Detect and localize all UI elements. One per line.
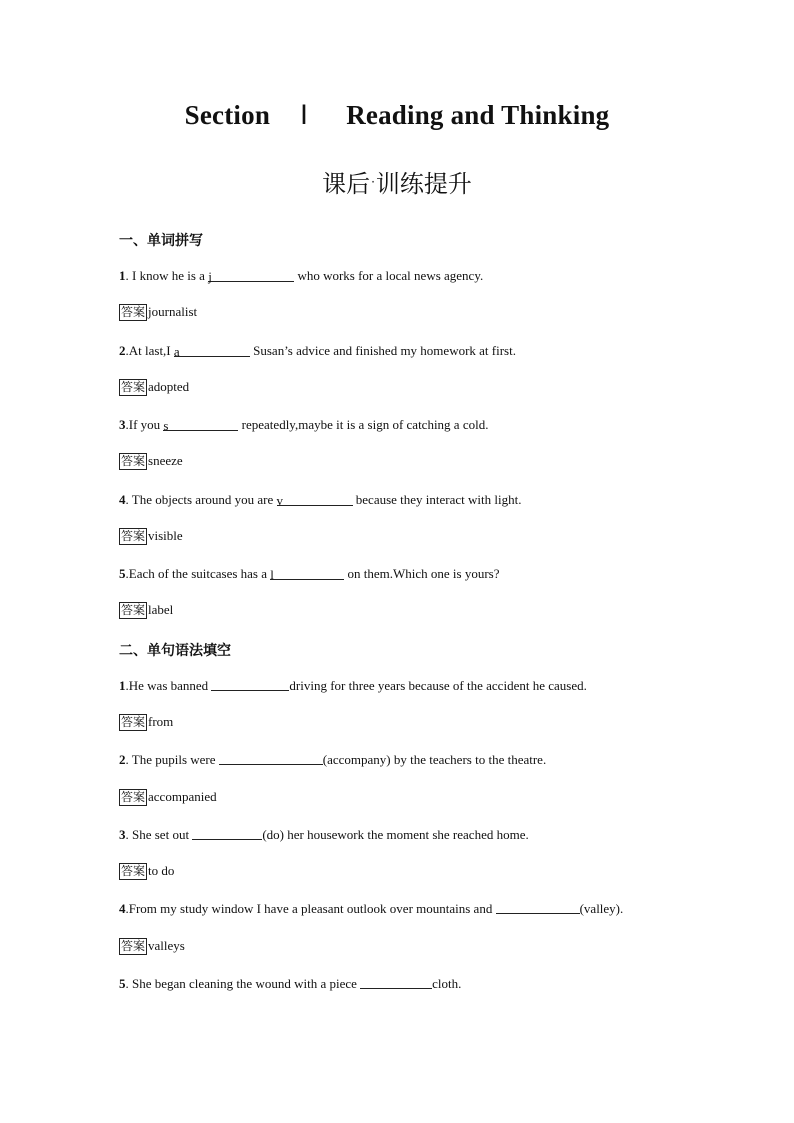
section-label: Section bbox=[184, 100, 271, 130]
question-text-post: (accompany) by the teachers to the theatre. bbox=[322, 752, 547, 767]
answer-text: valleys bbox=[148, 938, 185, 953]
question-text-pre: . The objects around you are bbox=[125, 492, 277, 507]
question-text-pre: .At last,I bbox=[125, 343, 174, 358]
answer-tag: 答案 bbox=[121, 790, 146, 804]
answer-blank bbox=[163, 418, 238, 431]
part1-answer-1 bbox=[119, 304, 197, 321]
part2-question-2 bbox=[119, 752, 546, 768]
question-text-pre: . I know he is a bbox=[125, 268, 209, 283]
question-number: 4 bbox=[119, 901, 126, 916]
answer-tag: 答案 bbox=[121, 939, 146, 953]
answer-blank bbox=[174, 344, 250, 357]
part1-answer-4 bbox=[119, 528, 183, 545]
answer-blank bbox=[496, 901, 580, 914]
first-letter: j bbox=[208, 269, 212, 284]
part2-answer-1 bbox=[119, 714, 173, 731]
question-text-post: repeatedly,maybe it is a sign of catching a cold. bbox=[238, 417, 489, 432]
answer-text: to do bbox=[148, 863, 175, 878]
part1-question-3 bbox=[119, 417, 488, 433]
page-subtitle bbox=[0, 164, 794, 199]
answer-tag: 答案 bbox=[121, 305, 146, 319]
answer-tag: 答案 bbox=[121, 864, 146, 878]
section-title bbox=[0, 100, 794, 131]
question-text-pre: .If you bbox=[125, 417, 164, 432]
first-letter: l bbox=[270, 567, 274, 582]
question-text-post: Susan’s advice and finished my homework at first. bbox=[249, 343, 516, 358]
first-letter: a bbox=[173, 344, 180, 359]
part2-question-5 bbox=[119, 976, 461, 992]
question-text-post: driving for three years because of the accident he caused. bbox=[289, 678, 587, 693]
part1-question-2 bbox=[119, 343, 516, 359]
question-text-pre: .Each of the suitcases has a bbox=[125, 566, 271, 581]
part1-answer-5 bbox=[119, 602, 173, 619]
question-number: 2 bbox=[119, 343, 126, 358]
part1-answer-2 bbox=[119, 379, 189, 396]
answer-blank bbox=[208, 269, 294, 282]
part1-answer-3 bbox=[119, 453, 183, 470]
question-text-pre: .From my study window I have a pleasant outlook over mountains and bbox=[125, 901, 496, 916]
question-text-post: (do) her housework the moment she reached home. bbox=[262, 827, 529, 842]
answer-blank bbox=[192, 827, 262, 840]
answer-blank bbox=[277, 493, 353, 506]
answer-text: sneeze bbox=[148, 453, 183, 468]
question-number: 3 bbox=[119, 827, 126, 842]
question-number: 5 bbox=[119, 976, 126, 991]
question-text-post: on them.Which one is yours? bbox=[344, 566, 500, 581]
question-text-post: because they interact with light. bbox=[352, 492, 522, 507]
answer-text: accompanied bbox=[148, 789, 217, 804]
answer-tag: 答案 bbox=[121, 529, 146, 543]
part2-answer-4 bbox=[119, 938, 185, 955]
answer-blank bbox=[211, 678, 289, 691]
part2-answer-3 bbox=[119, 863, 174, 880]
answer-tag: 答案 bbox=[121, 715, 146, 729]
question-text-pre: . She set out bbox=[125, 827, 193, 842]
subtitle-dot: · bbox=[371, 175, 375, 189]
first-letter: v bbox=[276, 493, 284, 508]
part2-question-3 bbox=[119, 827, 529, 843]
question-text-post: cloth. bbox=[432, 976, 462, 991]
answer-text: visible bbox=[148, 528, 183, 543]
answer-text: label bbox=[148, 602, 174, 617]
question-number: 1 bbox=[119, 268, 126, 283]
answer-text: adopted bbox=[148, 379, 190, 394]
section-heading: Reading and Thinking bbox=[346, 100, 610, 130]
part2-answer-2 bbox=[119, 789, 217, 806]
first-letter: s bbox=[163, 418, 169, 433]
answer-text: from bbox=[148, 714, 174, 729]
subtitle-part-b: 训练提升 bbox=[375, 170, 472, 198]
question-text-post: (valley). bbox=[579, 901, 624, 916]
answer-tag: 答案 bbox=[121, 603, 146, 617]
section-number: Ⅰ bbox=[300, 100, 309, 130]
question-text-pre: . She began cleaning the wound with a piece bbox=[125, 976, 361, 991]
answer-blank bbox=[270, 567, 344, 580]
question-text-pre: . The pupils were bbox=[125, 752, 219, 767]
answer-tag: 答案 bbox=[121, 380, 146, 394]
question-number: 2 bbox=[119, 752, 126, 767]
answer-tag: 答案 bbox=[121, 454, 146, 468]
question-text-pre: .He was banned bbox=[125, 678, 212, 693]
answer-blank bbox=[360, 976, 432, 989]
answer-text: journalist bbox=[148, 304, 198, 319]
part1-question-5 bbox=[119, 566, 500, 582]
question-number: 3 bbox=[119, 417, 126, 432]
part2-question-4 bbox=[119, 901, 623, 917]
question-number: 4 bbox=[119, 492, 126, 507]
question-number: 5 bbox=[119, 566, 126, 581]
part2-heading: 二、单句语法填空 bbox=[119, 643, 231, 659]
answer-blank bbox=[219, 752, 323, 765]
part1-heading: 一、单词拼写 bbox=[119, 233, 203, 249]
part2-question-1 bbox=[119, 678, 587, 694]
part1-question-4 bbox=[119, 492, 521, 508]
subtitle-part-a: 课后 bbox=[322, 170, 371, 198]
part1-question-1 bbox=[119, 268, 483, 284]
question-text-post: who works for a local news agency. bbox=[294, 268, 484, 283]
question-number: 1 bbox=[119, 678, 126, 693]
